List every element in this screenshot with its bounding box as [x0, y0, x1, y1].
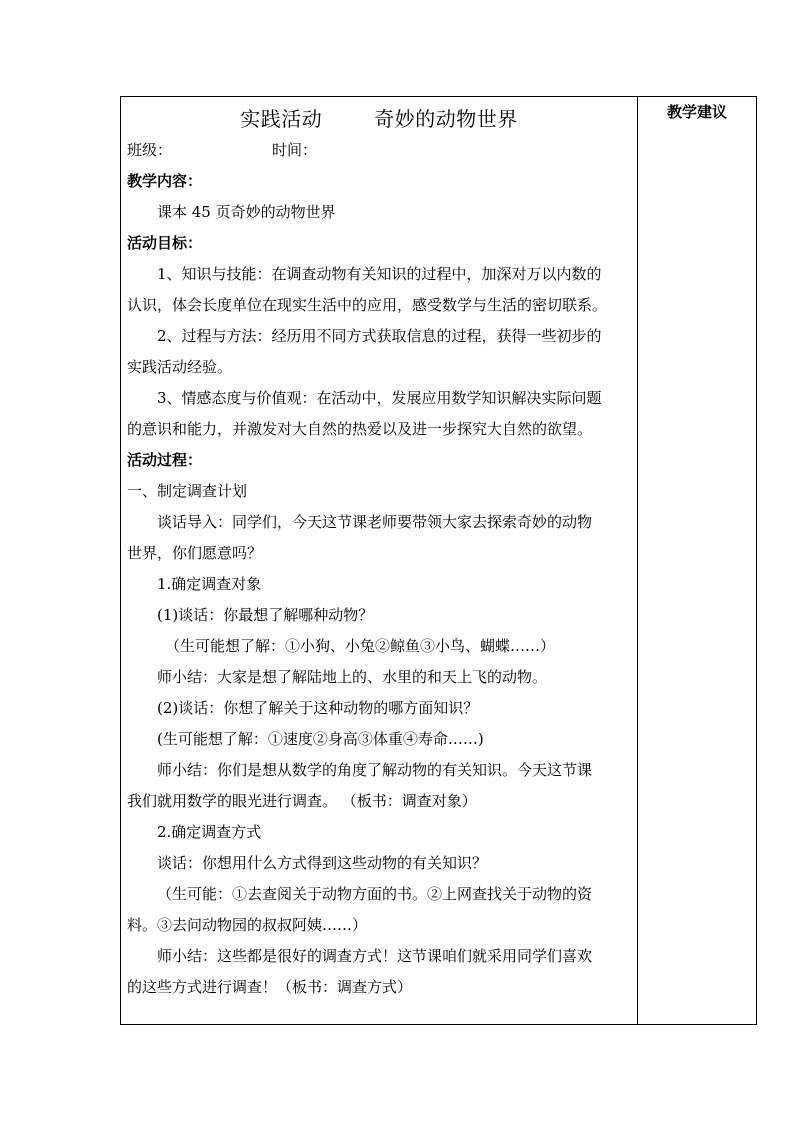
- content-line: 1.确定调查对象: [157, 575, 262, 593]
- title-activity: 实践活动: [240, 107, 323, 131]
- class-time-row: [127, 135, 631, 166]
- content-line: 师小结：你们是想从数学的角度了解动物的有关知识。今天这节课: [157, 761, 593, 779]
- content-line: 世界，你们愿意吗？: [127, 544, 263, 562]
- content-line: 认识，体会长度单位在现实生活中的应用，感受数学与生活的密切联系。: [127, 296, 608, 314]
- content-line: 师小结：这些都是很好的调查方式！这节课咱们就采用同学们喜欢: [157, 947, 593, 965]
- time-label: 时间：: [272, 141, 318, 159]
- content-line: 1、知识与技能：在调查动物有关知识的过程中，加深对万以内数的: [157, 265, 602, 283]
- content-line: （生可能：①去查阅关于动物方面的书。②上网查找关于动物的资: [157, 885, 593, 903]
- content-line: (生可能想了解：①速度②身高③体重④寿命……): [157, 730, 484, 748]
- lesson-content: [121, 97, 637, 1003]
- content-lines: [127, 166, 631, 1003]
- content-line: 一、制定调查计划: [127, 482, 248, 500]
- page-title: [127, 103, 631, 135]
- content-line: 我们就用数学的眼光进行调查。 （板书：调查对象）: [127, 792, 477, 810]
- content-line: 课本 45 页奇妙的动物世界: [157, 203, 336, 221]
- content-line: 3、情感态度与价值观：在活动中，发展应用数学知识解决实际问题: [157, 389, 602, 407]
- content-line: 料。③去问动物园的叔叔阿姨……）: [127, 916, 368, 934]
- content-line: 师小结：大家是想了解陆地上的、水里的和天上飞的动物。: [157, 668, 548, 686]
- content-line: 教学内容：: [127, 172, 203, 190]
- content-line: 2.确定调查方式: [157, 823, 262, 841]
- content-line: 谈话：你想用什么方式得到这些动物的有关知识？: [157, 854, 488, 872]
- content-line: 实践活动经验。: [127, 358, 233, 376]
- class-label: 班级：: [127, 141, 173, 159]
- teaching-suggestion-header: 教学建议: [666, 103, 727, 121]
- content-line: （生可能想了解：①小狗、小兔②鲸鱼③小鸟、蝴蝶……）: [165, 637, 556, 655]
- title-topic: 奇妙的动物世界: [374, 107, 518, 131]
- content-line: 活动过程：: [127, 451, 203, 469]
- content-line: 的这些方式进行调查！（板书：调查方式）: [127, 978, 413, 996]
- content-line: 2、过程与方法：经历用不同方式获取信息的过程，获得一些初步的: [157, 327, 602, 345]
- content-line: 的意识和能力，并激发对大自然的热爱以及进一步探究大自然的欲望。: [127, 420, 593, 438]
- content-line: (1)谈话：你最想了解哪种动物？: [157, 606, 374, 624]
- content-line: (2)谈话：你想了解关于这种动物的哪方面知识？: [157, 699, 479, 717]
- content-line: 活动目标：: [127, 234, 203, 252]
- content-line: 谈话导入：同学们，今天这节课老师要带领大家去探索奇妙的动物: [157, 513, 593, 531]
- lesson-plan-table: [120, 96, 757, 1025]
- column-divider: [637, 97, 638, 1024]
